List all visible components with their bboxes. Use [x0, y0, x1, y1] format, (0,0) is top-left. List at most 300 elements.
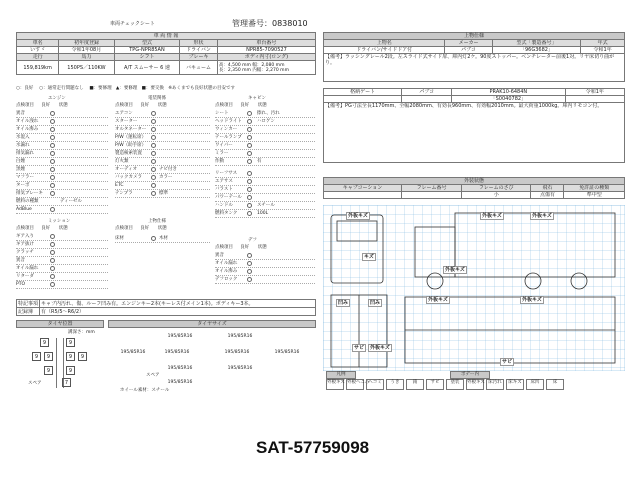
tire-size-bar: タイヤサイズ [108, 320, 316, 328]
mission-item: オイル漏れ [16, 266, 39, 271]
header-model: 型式 [114, 40, 180, 47]
electric-head-state: 状態 [157, 103, 167, 108]
mission-head-state: 状態 [58, 226, 68, 231]
val-power: 150PS／110KW [59, 61, 114, 75]
electric-item: オーディオ [115, 167, 138, 172]
check-circle [151, 191, 156, 196]
cabin-row [215, 126, 315, 134]
dims-line-2: 長：2,350 mm 内幅：2,270 mm [218, 67, 289, 73]
tire-depth-box: 9 [66, 352, 75, 361]
electric-row [115, 134, 210, 142]
sheet-title: 車両チェックシート [110, 21, 155, 27]
cabin-row [215, 202, 315, 210]
cabin-item: ミラー [215, 151, 229, 156]
engine-item: 異音 [16, 111, 25, 116]
mission-list [16, 233, 108, 293]
management-label: 管理番号： [232, 19, 272, 28]
diff-head [215, 245, 315, 251]
check-circle [50, 234, 55, 239]
check-circle [151, 119, 156, 124]
damage-mark: 外板キズ [445, 267, 465, 273]
engine-row [16, 158, 108, 166]
cabin-row [215, 110, 315, 118]
check-circle [247, 211, 252, 216]
upper-head-name: 上物名 [324, 40, 445, 47]
stock-number: SAT-57759098 [256, 438, 370, 457]
upper-val-model: 「96G3682」 [492, 47, 581, 54]
check-circle [247, 151, 252, 156]
legend-box: うき [386, 379, 404, 390]
val-mileage: 159,819km [17, 61, 59, 75]
loader-head [115, 226, 210, 232]
legend-box: 外板キズ [326, 379, 344, 390]
spare-size-label: スペア [146, 373, 160, 378]
loader-title: 上物仕様 [148, 219, 166, 224]
loader-head-state: 状態 [157, 226, 167, 231]
damage-mark: サビ [502, 359, 513, 365]
check-circle [50, 159, 55, 164]
mission-item: リターダ [16, 274, 34, 279]
check-circle [247, 261, 252, 266]
diff-row [215, 260, 315, 268]
ext-val-rust: 小 [462, 192, 531, 199]
cabin-row [215, 210, 315, 218]
mission-row [16, 233, 108, 241]
legend-item-2: ○：通常走行問題なし [39, 86, 84, 91]
electric-row [115, 110, 210, 118]
management-number [232, 19, 308, 29]
tire-size-text: 195/85R16 [274, 350, 300, 355]
cabin-row [215, 170, 315, 178]
tire-depth-box: 9 [44, 366, 53, 375]
diff-head-item: 点検項目 [215, 245, 233, 250]
ext-head-caution: キャブコーション [324, 185, 402, 192]
engine-item: オイル滲み [16, 127, 39, 132]
val-name: いすゞ [17, 47, 59, 54]
check-circle [247, 253, 252, 258]
check-circle [151, 127, 156, 132]
electric-row [115, 190, 210, 198]
diff-item: 異音 [215, 253, 224, 258]
electric-item: バックカメラ [115, 175, 142, 180]
cabin-row [215, 142, 315, 150]
check-circle [247, 171, 252, 176]
check-circle [247, 119, 252, 124]
legend-box: ヘコミ [366, 379, 384, 390]
cabin-row [215, 158, 315, 166]
operation-note: 有 [257, 159, 262, 164]
check-circle [151, 135, 156, 140]
mission-row [16, 273, 108, 281]
upper-remark-text: ラッシングレール2段。左スライド式サイド扉、庫内灯2ケ。90度ストッパー。ベンチレーター前後1対。リヤ床切り曲がり。 [325, 54, 615, 66]
cabin-row [215, 186, 315, 194]
electric-list [115, 110, 210, 210]
cabin-item: 作動 [215, 159, 224, 164]
electric-item: P/W（運転席） [115, 135, 147, 140]
headlight-note: ハロゲン [257, 119, 275, 124]
diagram-legend-left: 凡例 [326, 371, 356, 379]
legend-item-5: ■：要交換 [141, 86, 164, 91]
engine-item: 排気漏れ [16, 151, 34, 156]
tire-depth-box: 9 [44, 352, 53, 361]
upper-val-year: 令和1年 [581, 47, 625, 54]
cabin-item: シート [215, 111, 229, 116]
cabin-row [215, 118, 315, 126]
header-shift: シフト [114, 54, 180, 61]
cabin-item: 燃料タンク [215, 211, 238, 216]
tire-depth-box: 9 [78, 352, 87, 361]
fuel-type: ディーゼル [60, 199, 83, 204]
damage-mark: 凹み [338, 300, 349, 306]
legend-box: 床汚れ [486, 379, 504, 390]
diff-row [215, 268, 315, 276]
wheel-material: ホイール素材：スチール [120, 388, 170, 393]
ext-val-license: 準中型 [564, 192, 625, 199]
diff-item: オイル漏れ [215, 261, 238, 266]
engine-item: 水混入 [16, 135, 30, 140]
electric-row [115, 158, 210, 166]
electric-head-item: 点検項目 [115, 103, 133, 108]
check-circle [50, 282, 55, 287]
mission-row [16, 241, 108, 249]
tire-size-text: 195/85R16 [224, 350, 250, 355]
check-circle [247, 179, 252, 184]
tire-size-text: 195/85R16 [167, 334, 193, 339]
engine-row [16, 126, 108, 134]
val-shape: ドライバン [180, 47, 218, 54]
check-circle [247, 203, 252, 208]
damage-mark: 凹み [370, 300, 381, 306]
mission-head-good: 良好 [41, 226, 51, 231]
tire-size-text: 195/85R16 [227, 334, 253, 339]
electric-item: ETC [115, 183, 124, 188]
check-circle [247, 127, 252, 132]
engine-row [16, 118, 108, 126]
legend-box: 外板キズ [466, 379, 484, 390]
mission-head-item: 点検項目 [16, 226, 34, 231]
val-shift: A/T スムーサー 6 速 [114, 61, 180, 75]
check-circle [50, 151, 55, 156]
mission-row [16, 265, 108, 273]
cabin-item: パワーテール [215, 195, 242, 200]
check-circle [151, 183, 156, 188]
legend-item-1: ○：良好 [16, 86, 34, 91]
check-circle [151, 236, 156, 241]
upper-head-year: 年式 [581, 40, 625, 47]
mission-head [16, 226, 106, 232]
gate-remark-text: PG寸法全長1170mm、全幅2080mm、有効長960mm、有効幅2010mm。最大荷重1000kg。庫内リモコン付。 [345, 103, 603, 109]
val-body-dims [217, 61, 315, 75]
electric-row [115, 118, 210, 126]
upper-remark [324, 54, 625, 82]
engine-item: 排気ブレーキ [16, 191, 43, 196]
handle-note: スチール [257, 203, 275, 208]
tire-size-text: 195/85R16 [167, 366, 193, 371]
tank-note: 100L [257, 211, 269, 216]
cabin-item: エアサス [215, 179, 233, 184]
check-circle [50, 143, 55, 148]
electric-head-good: 良好 [140, 103, 150, 108]
gate-maker: パブコ [402, 89, 452, 96]
electric-row [115, 126, 210, 134]
electric-row [115, 182, 210, 190]
cabin-title: キャビン [248, 96, 266, 101]
spare-depth-box: 7 [62, 378, 71, 387]
spare-label: スペア [28, 381, 42, 386]
upper-remark-label: 【備考】 [325, 54, 346, 60]
gate-remark [324, 103, 625, 163]
damage-mark: キズ [364, 254, 374, 260]
tire-size-text: 195/85R16 [227, 366, 253, 371]
electric-item: P/W（助手席） [115, 143, 147, 148]
legend-box: 錆 [406, 379, 424, 390]
tire-depth-box: 9 [66, 338, 75, 347]
check-circle [50, 111, 55, 116]
header-first-reg: 初年度登録 [59, 40, 114, 47]
cabin-item: ワイパー [215, 143, 233, 148]
cabin-item: リーフサス [215, 171, 238, 176]
engine-item: 水漏れ [16, 143, 30, 148]
record-label: 記録簿 [17, 308, 40, 316]
check-circle [50, 127, 55, 132]
tempra-note: 標準 [159, 191, 168, 196]
check-circle [50, 191, 55, 196]
electric-item: スターター [115, 119, 138, 124]
cabin-item: ヘッドライト [215, 119, 242, 124]
camera-note: カラー [159, 175, 173, 180]
special-text: キャブ内汚れ、傷、ルーフ凹み有。エンジンキー2本(キーレス付メイン1本)。ボディキー3本。 [40, 300, 316, 308]
cabin-head-item: 点検項目 [215, 103, 233, 108]
damage-mark: 外板キズ [482, 213, 502, 219]
check-circle [50, 242, 55, 247]
check-circle [151, 175, 156, 180]
tire-position-bar: タイヤ位置 [16, 320, 104, 328]
engine-row [16, 166, 108, 174]
engine-row [16, 142, 108, 150]
tire-size-text: 195/85R16 [120, 350, 146, 355]
legend-box: 床キズ [506, 379, 524, 390]
diff-row [215, 276, 315, 284]
electric-head [115, 103, 210, 109]
vehicle-info-table [16, 32, 316, 75]
ext-head-license: 免許証の種類 [564, 185, 625, 192]
record-text: 有（R5/5～R6/2） [40, 308, 316, 316]
engine-head-state: 状態 [58, 103, 68, 108]
tire-depth-box: 9 [66, 366, 75, 375]
header-body-dims: ボディ内寸(ロング) [217, 54, 315, 61]
engine-item: ターボ [16, 183, 30, 188]
legend-box: サビ [426, 379, 444, 390]
legend-item-3: ■：要修理 [89, 86, 112, 91]
check-circle [151, 143, 156, 148]
header-chassis: 車台番号 [217, 40, 315, 47]
cabin-row [215, 134, 315, 142]
upper-spec-table [323, 39, 625, 82]
electric-item: エアコン [115, 111, 133, 116]
loader-head-good: 良好 [140, 226, 150, 231]
electric-item: オルタネーター [115, 127, 147, 132]
cabin-list [215, 110, 315, 238]
header-shape: 形状 [180, 40, 218, 47]
engine-item: 黒煙 [16, 167, 25, 172]
diff-title: デフ [248, 238, 257, 243]
seat-note: 擦れ、汚れ [257, 111, 280, 116]
exterior-bar: 外装状態 [323, 177, 625, 185]
header-power: 馬力 [59, 54, 114, 61]
check-circle [247, 159, 252, 164]
electric-title: 電装関係 [148, 96, 166, 101]
upper-val-maker: パブコ [445, 47, 492, 54]
electric-row [115, 166, 210, 174]
check-circle [50, 167, 55, 172]
engine-row [16, 190, 108, 198]
legend-box: 外板へこみ [346, 379, 364, 390]
engine-row [16, 134, 108, 142]
diagram-legend-right: ボデー内 [450, 371, 490, 379]
check-circle [50, 258, 55, 263]
mission-row [16, 257, 108, 265]
engine-head-item: 点検項目 [16, 103, 34, 108]
engine-item: 燃料の種類 [16, 199, 39, 204]
special-label: 特記事項 [18, 300, 39, 307]
damage-mark: サビ [354, 345, 365, 351]
damage-mark: 外板キズ [348, 213, 368, 219]
engine-item: 白煙 [16, 159, 25, 164]
engine-row [16, 110, 108, 118]
check-circle [247, 111, 252, 116]
damage-mark: 外板キズ [370, 345, 390, 351]
electric-row [115, 150, 210, 158]
gate-remark-label: 【備考】 [325, 103, 346, 109]
dims-line-1: 高：4,500 mm 幅：2,080 mm [218, 62, 285, 68]
upper-val-name: ドライバン/サイドドア付 [324, 47, 445, 54]
electric-item: 灯火類 [115, 159, 129, 164]
check-circle [247, 277, 252, 282]
damage-mark: 外板キズ [532, 213, 552, 219]
cabin-head-state: 状態 [257, 103, 267, 108]
ext-val-caution [324, 192, 402, 199]
cabin-item: ハンドル [215, 203, 233, 208]
check-circle [50, 274, 55, 279]
mission-title: ミッション [48, 219, 71, 224]
legend [16, 86, 316, 92]
legend-box: 床凹 [526, 379, 544, 390]
electric-row [115, 174, 210, 182]
check-circle [50, 266, 55, 271]
engine-row [16, 174, 108, 182]
diff-head-good: 良好 [240, 245, 250, 250]
check-circle [247, 135, 252, 140]
exterior-table [323, 184, 625, 199]
engine-item: AdBlue [16, 207, 32, 212]
mission-item: ギア抜け [16, 242, 34, 247]
cabin-row [215, 194, 315, 202]
header-mileage: 走行 [17, 54, 59, 61]
diff-head-state: 状態 [257, 245, 267, 250]
special-remarks-table [16, 299, 316, 316]
upper-head-model: 型式「製造番号」 [492, 40, 581, 47]
engine-row [16, 206, 108, 214]
check-circle [50, 119, 55, 124]
mission-item: ギア入り [16, 234, 34, 239]
check-circle [50, 135, 55, 140]
damage-mark: 外板キズ [428, 297, 448, 303]
diff-row [215, 252, 315, 260]
management-value: 0838010 [272, 19, 308, 28]
audio-note: ナビ付き [159, 167, 177, 172]
upper-spec-bar: 上物仕様 [323, 32, 625, 40]
gate-table [323, 88, 625, 163]
engine-head [16, 103, 106, 109]
electric-item: テンプラ [115, 191, 133, 196]
check-circle [50, 183, 55, 188]
spare-size-text: 195/85R16 [167, 380, 193, 385]
cabin-item: ウィンカー [215, 127, 238, 132]
check-circle [247, 187, 252, 192]
loader-item: 床材 [115, 236, 124, 241]
engine-row [16, 150, 108, 158]
mission-item: クラッチ [16, 250, 34, 255]
check-circle [151, 151, 156, 156]
electric-item: 製造検索装置 [115, 151, 142, 156]
cabin-head [215, 103, 315, 109]
check-circle [151, 167, 156, 172]
diagram-legend-boxes [326, 379, 624, 391]
cabin-row [215, 178, 315, 186]
check-circle [151, 159, 156, 164]
val-model: TPG-NPR85AN [114, 47, 180, 54]
floor-material: 木材 [159, 236, 168, 241]
tire-depth-box: 9 [40, 338, 49, 347]
val-first-reg: 令和1年08月 [59, 47, 114, 54]
header-name: 車名 [17, 40, 59, 47]
legend-item-4: ▲：要修理 [115, 86, 138, 91]
engine-row [16, 198, 108, 206]
loader-row [115, 235, 210, 243]
mission-item: 異音 [16, 258, 25, 263]
gate-label: 格納ゲート [324, 89, 402, 96]
tire-size-text: 195/85R16 [164, 350, 190, 355]
engine-title: エンジン [48, 96, 66, 101]
engine-list [16, 110, 108, 222]
mission-row [16, 249, 108, 257]
vehicle-info-heading: 車 両 情 報 [17, 33, 316, 40]
ext-head-rust: フレームのさび [462, 185, 531, 192]
check-circle [151, 111, 156, 116]
check-circle [247, 195, 252, 200]
tire-depth-box: 9 [32, 352, 41, 361]
check-circle [50, 175, 55, 180]
tire-unit: 溝深さ：mm [68, 330, 95, 335]
gate-serial: 「S0040782」 [452, 96, 566, 103]
check-circle [247, 143, 252, 148]
check-circle [50, 207, 55, 212]
diff-list [215, 252, 315, 286]
upper-head-maker: メーカー [445, 40, 492, 47]
engine-item: オイル洩れ [16, 119, 39, 124]
electric-row [115, 142, 210, 150]
check-circle [247, 269, 252, 274]
legend-box: 塗装 [446, 379, 464, 390]
gate-model: PRAK10-6484N [452, 89, 566, 96]
engine-head-good: 良好 [41, 103, 51, 108]
cabin-item: バラスト [215, 187, 233, 192]
cabin-head-good: 良好 [240, 103, 250, 108]
legend-note: ※あくまでも良好状態の目安です [168, 86, 236, 91]
diff-item: デフロック [215, 277, 238, 282]
ext-head-stone: 飛石 [531, 185, 564, 192]
check-circle [50, 250, 55, 255]
